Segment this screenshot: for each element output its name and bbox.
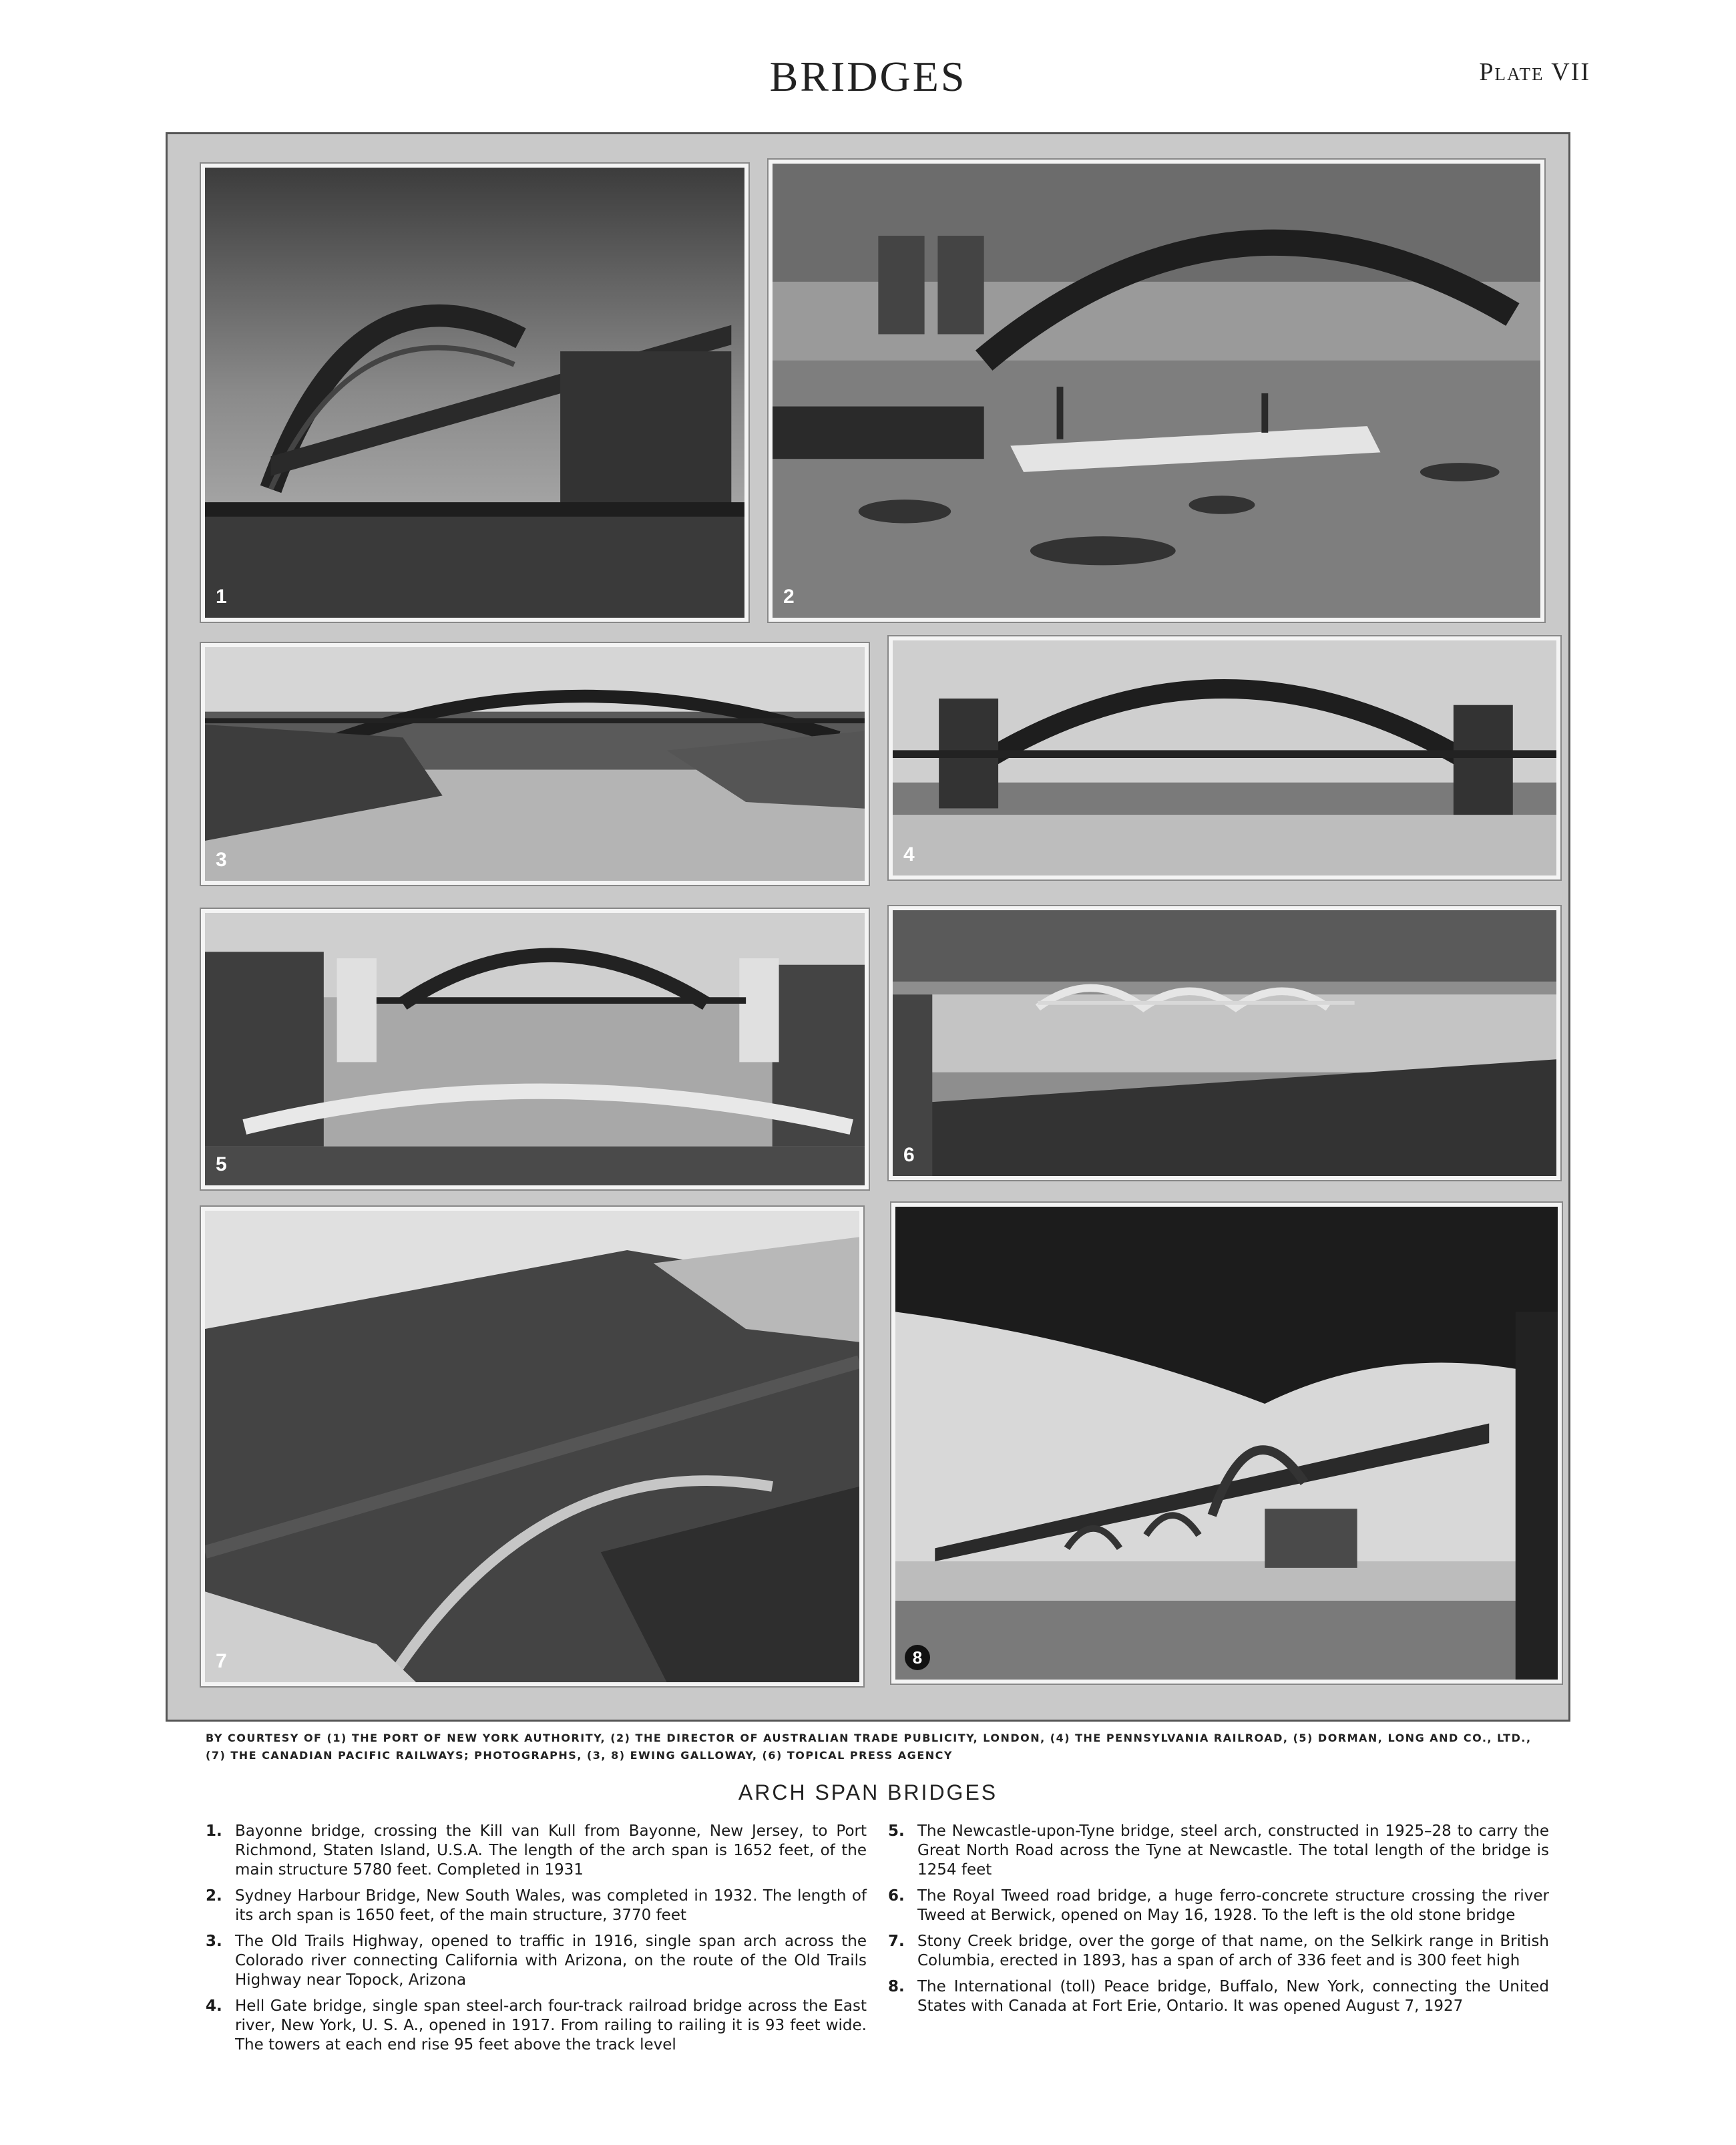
photo-number-8: 8: [905, 1645, 930, 1670]
stony-creek-bridge-photo-icon: [205, 1211, 859, 1682]
royal-tweed-bridge-photo-icon: [893, 910, 1556, 1176]
photo-3-old-trails-bridge: [201, 643, 869, 885]
caption-number: 7.: [888, 1933, 905, 1950]
caption-text: Sydney Harbour Bridge, New South Wales, was completed in 1932. The length of its arch span is 1650 feet, of the main structure, 3770 feet: [235, 1887, 867, 1924]
caption-text: Bayonne bridge, crossing the Kill van Kull from Bayonne, New Jersey, to Port Richmond, Staten Island, U.S.A. The length of the arch span is 1652 feet, of the main structure 5780 feet. Completed in 1931: [235, 1822, 867, 1879]
caption-number: 4.: [206, 1997, 222, 2015]
caption-text: The International (toll) Peace bridge, Buffalo, New York, connecting the United States with Canada at Fort Erie, Ontario. It was opened August 7, 1927: [917, 1978, 1549, 2015]
caption-7: [888, 1932, 1549, 1971]
page-title: BRIDGES: [769, 53, 967, 100]
section-title: ARCH SPAN BRIDGES: [738, 1780, 998, 1804]
bayonne-bridge-photo-icon: [205, 168, 744, 618]
caption-text: The Old Trails Highway, opened to traffic in 1916, single span arch across the Colorado river connecting California with Arizona, on the route of the Old Trails Highway near Topock, Arizona: [235, 1933, 867, 1989]
captions-left-column: [206, 1822, 867, 2062]
sydney-harbour-bridge-photo-icon: [773, 164, 1540, 618]
caption-text: Hell Gate bridge, single span steel-arch four-track railroad bridge across the East river, New York, U. S. A., opened in 1917. From railing to railing it is 93 feet wide. The towers at each end rise 95 feet above the track level: [235, 1997, 867, 2054]
photo-credits: BY COURTESY OF (1) THE PORT OF NEW YORK AUTHORITY, (2) THE DIRECTOR OF AUSTRALIAN TRADE PUBLICITY, LONDON, (4) THE PENNSYLVANIA RAILROAD, (5) DORMAN, LONG AND CO., LTD., (7) THE CANADIAN PACIFIC RAILWAYS; PHOTOGRAPHS, (3, 8) EWING GALLOWAY, (6) TOPICAL PRESS AGENCY: [206, 1732, 1532, 1762]
captions-right-column: [888, 1822, 1549, 2023]
caption-8: [888, 1977, 1549, 2016]
photo-number-2: 2: [783, 586, 795, 608]
caption-text: The Royal Tweed road bridge, a huge ferro-concrete structure crossing the river Tweed at Berwick, opened on May 16, 1928. To the left is the old stone bridge: [917, 1887, 1549, 1924]
caption-number: 3.: [206, 1933, 222, 1950]
plate-label: Plate VII: [1479, 58, 1590, 86]
photo-8-peace-bridge: [891, 1203, 1562, 1684]
photo-6-royal-tweed-bridge: [889, 906, 1560, 1180]
photo-5-tyne-bridge: [201, 909, 869, 1189]
caption-number: 2.: [206, 1887, 222, 1905]
photo-2-sydney-harbour-bridge: [769, 160, 1544, 622]
caption-number: 8.: [888, 1978, 905, 1995]
caption-3: [206, 1932, 867, 1990]
photo-number-3: 3: [216, 849, 227, 871]
tyne-bridge-photo-icon: [205, 913, 865, 1185]
photo-4-hell-gate-bridge: [889, 636, 1560, 880]
peace-bridge-photo-icon: [895, 1207, 1558, 1680]
caption-number: 6.: [888, 1887, 905, 1905]
hell-gate-bridge-photo-icon: [893, 640, 1556, 875]
caption-number: 1.: [206, 1822, 222, 1840]
photo-number-1: 1: [216, 586, 227, 608]
caption-4: [206, 1997, 867, 2055]
photo-number-7: 7: [216, 1650, 227, 1672]
photo-7-stony-creek-bridge: [201, 1207, 863, 1686]
caption-2: [206, 1887, 867, 1925]
photo-1-bayonne-bridge: [201, 164, 748, 622]
caption-6: [888, 1887, 1549, 1925]
photo-number-6: 6: [903, 1144, 915, 1166]
caption-1: [206, 1822, 867, 1880]
caption-number: 5.: [888, 1822, 905, 1840]
caption-text: The Newcastle-upon-Tyne bridge, steel arch, constructed in 1925–28 to carry the Great North Road across the Tyne at Newcastle. The total length of the bridge is 1254 feet: [917, 1822, 1549, 1879]
photo-number-5: 5: [216, 1153, 227, 1175]
old-trails-highway-bridge-photo-icon: [205, 647, 865, 881]
caption-text: Stony Creek bridge, over the gorge of that name, on the Selkirk range in British Columbia, erected in 1893, has a span of arch of 336 feet and is 300 feet high: [917, 1933, 1549, 1969]
photo-number-4: 4: [903, 843, 915, 865]
photo-plate-frame: [166, 132, 1570, 1722]
caption-5: [888, 1822, 1549, 1880]
